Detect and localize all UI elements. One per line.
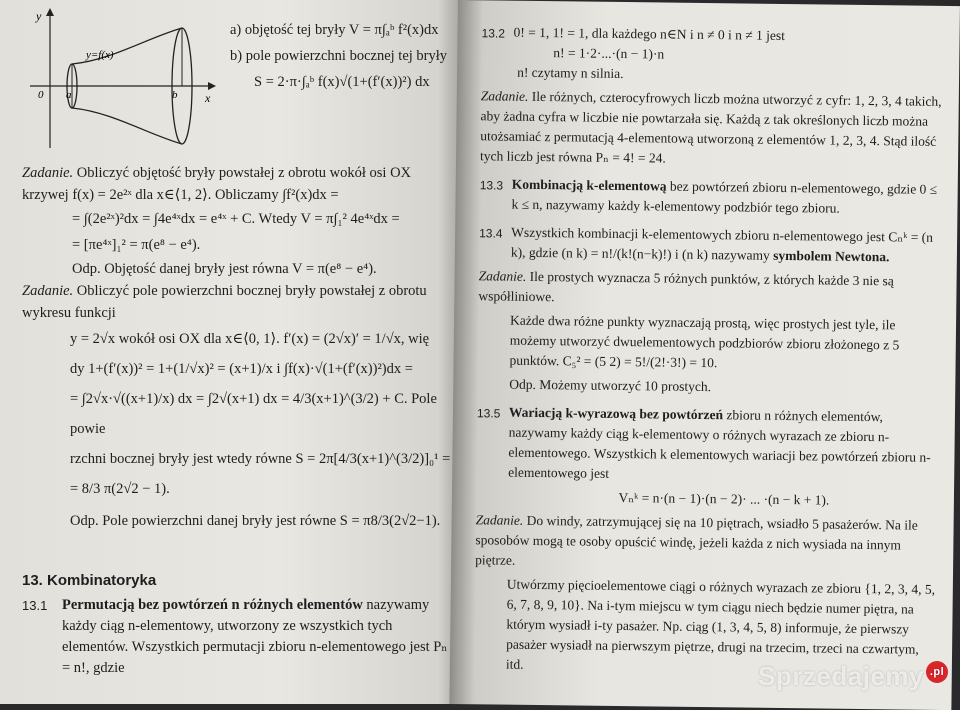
exercise-surface-answer: Odp. Pole powierzchni danej bryły jest równe S = π8/3(2√2−1). <box>70 513 441 529</box>
exercise-label: Zadanie. <box>478 268 527 284</box>
item-text: bez powtórzeń zbioru n-elementowego, gdzie 0 ≤ k ≤ n, nazywamy każdy k-elementowy podzbiór tego zbioru. <box>511 178 938 216</box>
item-text: Wszystkich kombinacji k-elementowych zbioru n-elementowego jest Cₙᵏ = (n k), gdzie (n k) = n!/(k!(n−k)!) i (n k) nazywamy <box>510 224 934 263</box>
y-axis-label: y <box>36 9 42 23</box>
item-line: 0! = 1, 1! = 1, dla każdego n∈N i n ≠ 0 i n ≠ 1 jest <box>513 24 786 43</box>
watermark-text: Sprzedajemy <box>758 661 924 691</box>
item-number: 13.3 <box>479 178 504 193</box>
exercise-volume <box>22 162 456 206</box>
exercise-surface-eq3: = ∫2√x·√((x+1)/x) dx = ∫2√(x+1) dx = 4/3(x+1)^(3/2) + C. Pole powie <box>70 391 437 437</box>
exercise-lines-answer: Odp. Możemy utworzyć 10 prostych. <box>509 376 712 395</box>
item-line: n! czytamy n silnia. <box>517 64 624 82</box>
right-page <box>449 0 960 710</box>
exercise-volume-eq1: = ∫(2e²ˣ)²dx = ∫4e⁴ˣdx = e⁴ˣ + C. Wtedy V = π∫₁² 4e⁴ˣdx = <box>72 211 400 227</box>
item-term: Wariacją k-wyrazową bez powtórzeń <box>508 404 724 423</box>
section-title: 13. Kombinatoryka <box>22 572 157 589</box>
item-text: zbioru n różnych elementów, nazywamy każdy ciąg k-elementowy o różnych wyrazach ze zbioru n-elementowego. Wszystkich k elementowych wariacji bez powtórzeń zbioru n-elementowego jest <box>508 407 931 481</box>
item-number: 13.5 <box>476 406 501 421</box>
item-body <box>513 23 946 88</box>
exercise-lines-solution: Każde dwa różne punkty wyznaczają prostą, więc prostych jest tyle, ile możemy utworzyć dwuelementowych podzbiorów zbioru złożonego z 5 punktów. C₅² = (5 2) = 5!/(2!·3!) = 10. <box>509 312 900 371</box>
curve-lower <box>72 108 182 144</box>
item-body <box>508 403 941 512</box>
figure-formulas <box>222 6 447 156</box>
item-line: n! = 1·2·...·(n − 1)·n <box>553 45 665 62</box>
formula-volume: a) objętość tej bryły V = π∫ₐᵇ f²(x)dx <box>230 22 439 38</box>
exercise-text: Ile różnych, czterocyfrowych liczb można utworzyć z cyfr: 1, 2, 3, 4 takich, aby żadna cyfra w liczbie nie powtarzała się. Każdą z tak określonych liczb można utożsamiać z permutacją 4-elementową utworzoną z elementów 1, 2, 3, 4. Stąd ilość tych liczb jest równa Pₙ = 4! = 24. <box>480 88 942 166</box>
exercise-permutations <box>480 86 945 172</box>
item-term: Kombinacją k-elementową <box>511 176 667 194</box>
exercise-volume-eq2: = [πe⁴ˣ]₁² = π(e⁸ − e⁴). <box>72 237 201 253</box>
formula-surface-intro: b) pole powierzchni bocznej tej bryły <box>230 47 448 64</box>
x-axis-label: x <box>205 91 211 105</box>
exercise-surface <box>22 280 456 324</box>
item-body <box>511 175 943 220</box>
solid-of-revolution-figure <box>22 6 222 156</box>
exercise-surface-eq1: y = 2√x wokół osi OX dla x∈⟨0, 1⟩. f′(x) = (2√x)′ = 1/√x, wię <box>70 331 430 347</box>
item-13-4 <box>479 222 943 268</box>
a-label: a <box>66 89 72 101</box>
exercise-label: Zadanie. <box>22 165 74 181</box>
item-number: 13.4 <box>479 226 503 241</box>
exercise-lines <box>478 266 942 312</box>
exercise-label: Zadanie. <box>480 88 529 104</box>
exercise-elevator <box>475 510 940 576</box>
exercise-label: Zadanie. <box>475 512 524 528</box>
variation-formula: Vₙᵏ = n·(n − 1)·(n − 2)· ... ·(n − k + 1). <box>618 489 830 508</box>
item-term: Permutacją bez powtórzeń n różnych elementów <box>62 597 363 613</box>
watermark-logo <box>758 661 948 692</box>
exercise-text: Do windy, zatrzymującej się na 10 piętrach, wsiadło 5 pasażerów. Na ile sposobów mogą te osoby opuścić windę, jeżeli każda z nich wysiada na innym piętrze. <box>475 512 918 568</box>
item-number: 13.2 <box>481 26 506 41</box>
origin-label: 0 <box>38 89 44 101</box>
exercise-volume-answer: Odp. Objętość danej bryły jest równa V = π(e⁸ − e⁴). <box>72 261 377 277</box>
exercise-elevator-solution: Utwórzmy pięcioelementowe ciągi o różnych wyrazach ze zbioru {1, 2, 3, 4, 5, 6, 7, 8, 9, 10}. Na i-tym miejscu w tym ciągu niech będzie numer piętra, na którym wysiadł i-ty pasażer. Np. ciąg (1, 3, 4, 5, 8) informuje, że pierwszy pasażer wysiadł na pierwszym piętrze, drugi na trzecim, trzeci na czwartym, itd. <box>505 576 936 672</box>
exercise-text: Obliczyć pole powierzchni bocznej bryły powstałej z obrotu wykresu funkcji <box>22 283 427 321</box>
exercise-surface-eq2: dy 1+(f′(x))² = 1+(1/√x)² = (x+1)/x i ∫f(x)·√(1+(f′(x))²)dx = <box>70 361 413 377</box>
formula-surface: S = 2·π·∫ₐᵇ f(x)√(1+(f′(x))²) dx <box>254 73 430 90</box>
exercise-label: Zadanie. <box>22 283 74 299</box>
b-label: b <box>172 89 178 101</box>
item-term: symbolem Newtona. <box>769 247 890 265</box>
exercise-text: Ile prostych wyznacza 5 różnych punktów, z których każde 3 nie są współliniowe. <box>478 268 894 305</box>
item-13-1 <box>22 595 456 679</box>
item-body <box>62 595 456 679</box>
exercise-surface-eq5: = 8/3 π(2√2 − 1). <box>70 481 170 497</box>
curve-label: y=f(x) <box>86 49 114 61</box>
item-13-5 <box>476 402 941 512</box>
exercise-text: Obliczyć objętość bryły powstałej z obrotu wokół osi OX krzywej f(x) = 2e²ˣ dla x∈⟨1, 2⟩. Obliczamy ∫f²(x)dx = <box>22 165 412 203</box>
item-13-3 <box>479 174 943 220</box>
item-body <box>511 223 943 268</box>
item-text: nazywamy każdy ciąg n-elementowy, utworzony ze wszystkich tych elementów. Wszystkich permutacji zbioru n-elementowego jest Pₙ = n!, gdzie <box>62 597 448 676</box>
watermark-badge-icon: .pl <box>926 661 948 683</box>
left-page <box>0 0 466 704</box>
item-number: 13.1 <box>22 598 48 613</box>
figure-row <box>22 6 456 156</box>
item-13-2 <box>481 22 946 88</box>
exercise-surface-eq4: rzchni bocznej bryły jest wtedy równe S = 2π[4/3(x+1)^(3/2)]₀¹ = <box>70 451 451 467</box>
